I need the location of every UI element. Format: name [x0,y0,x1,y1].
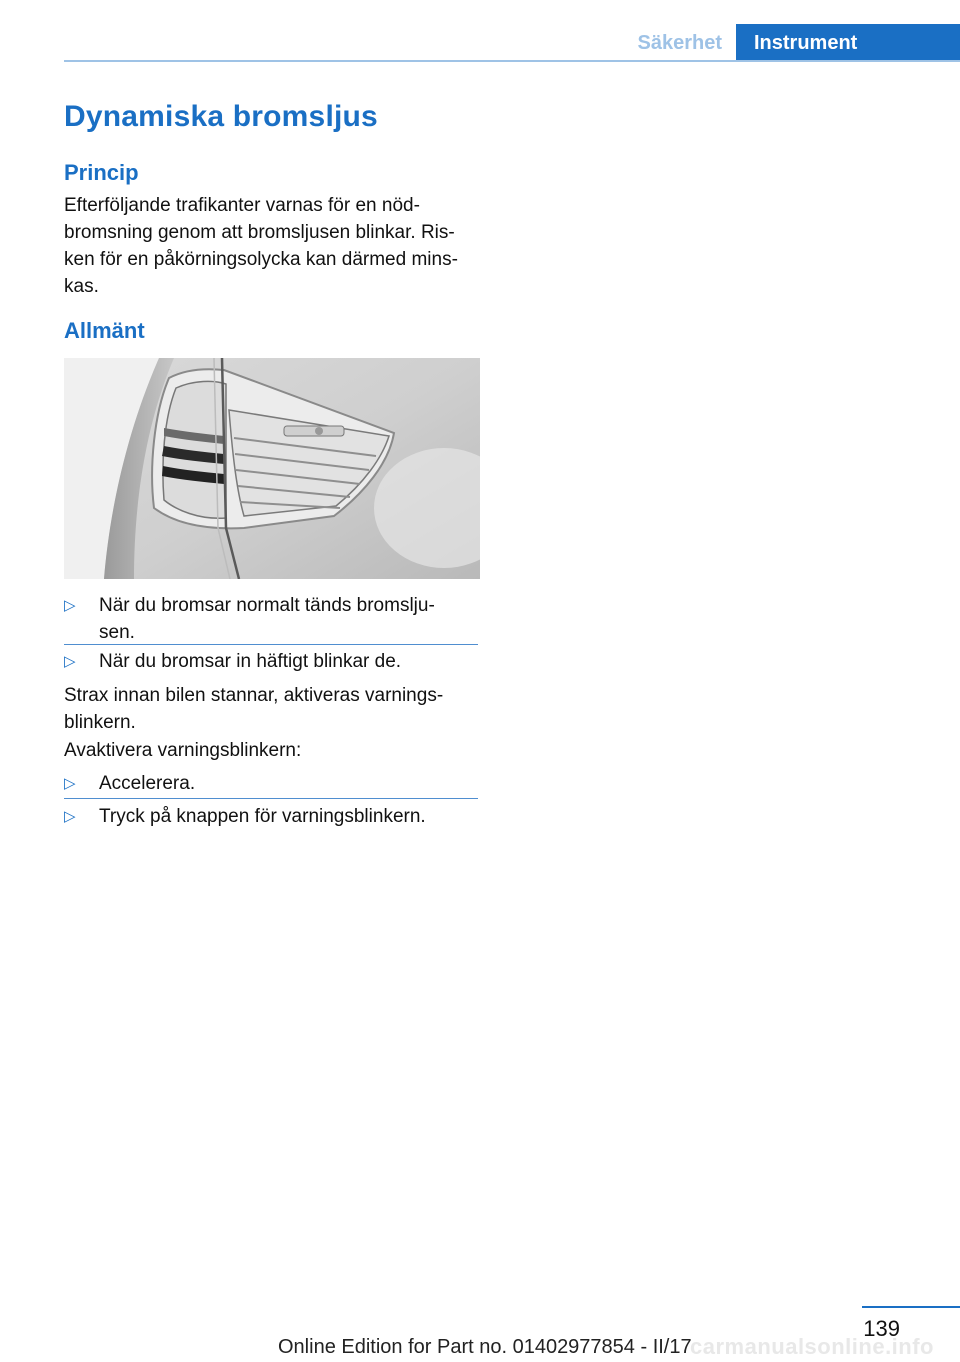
header-rule [64,60,960,62]
list-item-text [99,803,489,830]
tab-sakerhet[interactable]: Säkerhet [637,32,722,54]
heading-princip: Princip [64,160,139,185]
list-item-text [99,592,489,646]
page-number-rule [862,1306,960,1308]
princip-paragraph [64,192,484,300]
list-item [64,592,484,646]
list-item-text [99,648,489,675]
text-line: Strax innan bilen stannar, aktiveras varnings- [64,685,444,706]
tail-light-drawing [64,358,480,579]
text-line: Accelerera. [99,773,196,794]
divider [64,798,478,799]
tab-instrument[interactable]: Instrument [736,24,960,62]
bullet-triangle-icon: ▷ [64,597,76,614]
text-line: bromsning genom att bromsljusen blinkar. Ris- [64,222,455,243]
paragraph-hazard [64,682,484,736]
watermark: carmanualsonline.info [690,1334,934,1359]
list-item-text [99,770,489,797]
text-line: ken för en påkörningsolycka kan därmed mins- [64,249,458,270]
list-item [64,648,484,675]
text-line: kas. [64,276,99,297]
bullet-triangle-icon: ▷ [64,808,76,825]
paragraph-deactivate: Avaktivera varningsblinkern: [64,740,302,761]
text-line: sen. [99,622,135,643]
text-line: blinkern. [64,712,136,733]
edition-footer: Online Edition for Part no. 01402977854 - II/17 [278,1336,692,1358]
list-item [64,803,484,830]
bullet-triangle-icon: ▷ [64,653,76,670]
text-line: När du bromsar normalt tänds bromslju- [99,595,435,616]
tail-light-illustration [64,358,480,579]
heading-allmant: Allmänt [64,318,145,343]
page-number: 139 [863,1316,900,1341]
text-line: Efterföljande trafikanter varnas för en nöd- [64,195,420,216]
text-line: När du bromsar in häftigt blinkar de. [99,651,402,672]
bullet-triangle-icon: ▷ [64,775,76,792]
page-title: Dynamiska bromsljus [64,100,378,133]
text-line: Tryck på knappen för varningsblinkern. [99,806,426,827]
divider [64,644,478,645]
list-item [64,770,484,797]
